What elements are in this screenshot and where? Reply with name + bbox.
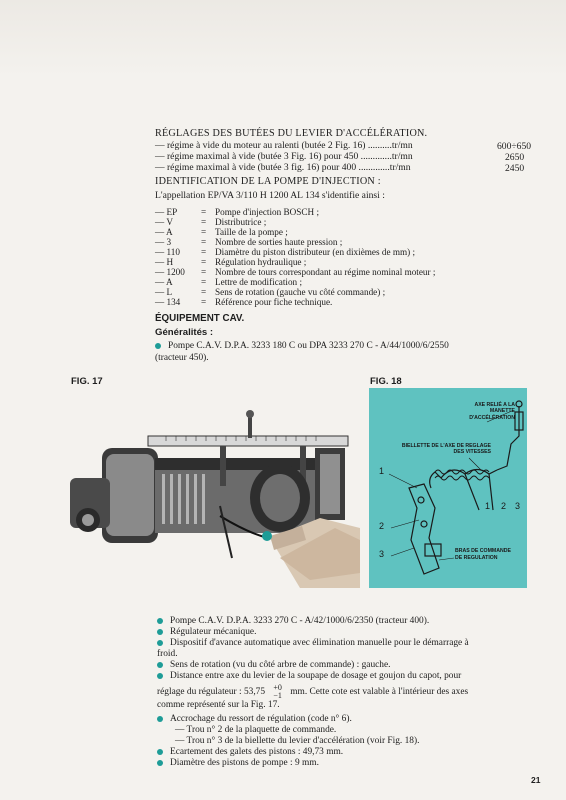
code-row [155, 297, 332, 307]
bullet-subitem: — Trou n° 3 de la biellette du levier d'accélération (voir Fig. 18). [175, 736, 420, 746]
code-row [155, 217, 266, 227]
tolerance-minus: −1 [273, 691, 282, 700]
code-desc: Référence pour fiche technique. [215, 297, 333, 307]
bullet-dot [157, 749, 163, 755]
bullet-continuation: comme représenté sur la Fig. 17. [157, 700, 280, 710]
reglage-line-1: — régime à vide du moteur au ralenti (butée 2 Fig. 16) ..........tr/mn [155, 140, 413, 151]
code-row [155, 227, 288, 237]
fig18-callout-1: 1 [379, 466, 385, 476]
reglage-line-3: — régime maximal à vide (butée 3 fig. 16) pour 400 .............tr/mn [155, 162, 411, 173]
bullet-item [157, 638, 469, 649]
tolerance-plus: +0 [273, 683, 282, 692]
bullet-text: Régulateur mécanique. [170, 627, 257, 637]
code-desc: Distributrice ; [215, 217, 267, 227]
cote-tolerance [273, 684, 282, 700]
fig17-photo [70, 388, 360, 588]
code-row [155, 247, 415, 257]
code-row [155, 237, 342, 247]
code-key: — A [155, 277, 173, 287]
fig18-callout-2b: 2 [501, 501, 507, 511]
code-row [155, 267, 435, 277]
bullet-text: Sens de rotation (vu du côté arbre de commande) : gauche. [170, 660, 391, 670]
bullet-dot [157, 760, 163, 766]
equipement-bullet-text: Pompe C.A.V. D.P.A. 3233 180 C ou DPA 3233 270 C - A/44/1000/6/2550 [168, 341, 449, 351]
code-eq: = [201, 267, 207, 277]
fig18-bras-annotation [455, 548, 521, 563]
code-eq: = [201, 257, 207, 267]
fig18-callout-1b: 1 [485, 501, 491, 511]
code-eq: = [201, 277, 207, 287]
code-key: — EP [155, 207, 178, 217]
bullet-item [157, 627, 256, 638]
bullet-item [157, 660, 391, 671]
equipement-subtitle: Généralités : [155, 327, 214, 338]
code-desc: Nombre de tours correspondant au régime nominal moteur ; [215, 267, 436, 277]
code-key: — 1200 [155, 267, 185, 277]
code-key: — 110 [155, 247, 180, 257]
code-eq: = [201, 287, 207, 297]
bullet-text: Accrochage du ressort de régulation (code n° 6). [170, 714, 352, 724]
cote-text-b: mm. Cette cote est valable à l'intérieur des axes [290, 687, 469, 698]
fig17-label: FIG. 17 [71, 376, 103, 387]
bullet-item [157, 671, 461, 682]
reglage-line-2: — régime maximal à vide (butée 3 Fig. 16) pour 450 .............tr/mn [155, 151, 413, 162]
identification-title: IDENTIFICATION DE LA POMPE D'INJECTION : [155, 176, 381, 187]
fig18-axe-text-3: D'ACCÉLÉRATION [469, 414, 515, 421]
bullet-dot [157, 640, 163, 646]
code-key: — 134 [155, 297, 181, 307]
code-key: — A [155, 227, 173, 237]
fig18-bras-text-2: DE REGULATION [455, 555, 498, 562]
bullet-dot [157, 662, 163, 668]
bullet-text: Pompe C.A.V. D.P.A. 3233 270 C - A/42/1000/6/2350 (tracteur 400). [170, 616, 430, 626]
code-eq: = [201, 227, 207, 237]
equipement-bullet-cont: (tracteur 450). [155, 353, 209, 363]
code-desc: Régulation hydraulique ; [215, 257, 307, 267]
fig18-diagram [369, 388, 527, 588]
fig18-label: FIG. 18 [370, 376, 402, 387]
bullet-item [157, 758, 319, 769]
reglage-value-1: 600÷650 [497, 141, 532, 152]
reglages-title: RÉGLAGES DES BUTÉES DU LEVIER D'ACCÉLÉRATION. [155, 128, 428, 139]
bullet-text: Distance entre axe du levier de la soupape de dosage et goujon du capot, pour [170, 671, 462, 681]
bullet-item [157, 714, 352, 725]
bullet-subitem: — Trou n° 2 de la plaquette de commande. [175, 725, 337, 735]
code-key: — 3 [155, 237, 172, 247]
code-row [155, 207, 319, 217]
bullet-continuation [157, 684, 468, 700]
code-key: — L [155, 287, 173, 297]
code-key: — H [155, 257, 174, 267]
code-eq: = [201, 247, 207, 257]
code-desc: Taille de la pompe ; [215, 227, 288, 237]
code-desc: Diamètre du piston distributeur (en dixièmes de mm) ; [215, 247, 416, 257]
bullet-text: Ecartement des galets des pistons : 49,73 mm. [170, 747, 344, 757]
equipement-bullet [155, 341, 449, 352]
code-row [155, 277, 302, 287]
bullet-item [157, 616, 429, 627]
code-desc: Sens de rotation (gauche vu côté commande) ; [215, 287, 386, 297]
identification-intro: L'appellation EP/VA 3/110 H 1200 AL 134 s'identifie ainsi : [155, 190, 385, 201]
reglage-value-3: 2450 [505, 163, 525, 174]
fig18-biel-text-1: BIELLETTE DE L'AXE DE REGLAGE [401, 443, 491, 449]
fig18-axe-text-1: AXE RELIÉ A LA [474, 402, 515, 408]
fig18-biellette-annotation [373, 443, 491, 456]
code-eq: = [201, 237, 207, 247]
code-desc: Pompe d'injection BOSCH ; [215, 207, 319, 217]
reglage-value-2: 2650 [505, 152, 525, 163]
code-eq: = [201, 207, 207, 217]
fig18-axe-text-2: MANETTE [489, 408, 515, 415]
code-row [155, 257, 306, 267]
bullet-dot [155, 343, 161, 349]
cote-text-a: réglage du régulateur : 53,75 [157, 687, 266, 698]
equipement-title: ÉQUIPEMENT CAV. [155, 313, 245, 324]
fig18-callout-3: 3 [379, 549, 385, 559]
bullet-text: Diamètre des pistons de pompe : 9 mm. [170, 758, 319, 768]
bullet-continuation: froid. [157, 649, 178, 659]
bullet-text: Dispositif d'avance automatique avec élimination manuelle pour le démarrage à [170, 638, 469, 648]
bullet-dot [157, 618, 163, 624]
bullet-dot [157, 629, 163, 635]
bullet-dot [157, 673, 163, 679]
page-number: 21 [531, 775, 541, 785]
fig18-bras-text-1: BRAS DE COMMANDE [455, 548, 511, 554]
code-desc: Lettre de modification ; [215, 277, 302, 287]
code-desc: Nombre de sorties haute pression ; [215, 237, 343, 247]
fig18-axe-annotation [433, 402, 515, 421]
fig18-callout-2: 2 [379, 521, 385, 531]
bullet-dot [157, 716, 163, 722]
code-key: — V [155, 217, 173, 227]
fig18-callout-3b: 3 [515, 501, 521, 511]
code-eq: = [201, 217, 207, 227]
code-eq: = [201, 297, 207, 307]
bullet-item [157, 747, 343, 758]
code-row [155, 287, 385, 297]
fig18-biel-text-2: DES VITESSES [453, 449, 491, 456]
